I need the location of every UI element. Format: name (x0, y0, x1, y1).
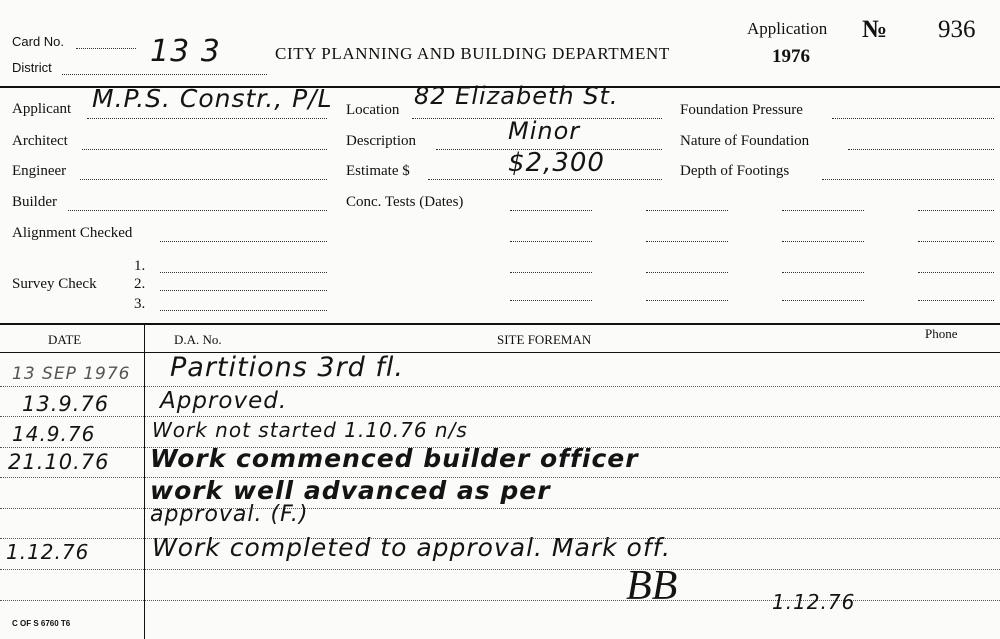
survey-item-3: 3. (134, 296, 146, 312)
district-line (62, 74, 267, 75)
log-top-rule (0, 323, 1000, 325)
engineer-line (80, 179, 327, 180)
builder-label: Builder (12, 194, 57, 210)
district-value: 13 3 (150, 34, 221, 69)
survey-line-3 (160, 310, 327, 311)
depth-footings-line (822, 179, 994, 180)
conc-test-blank (646, 210, 728, 211)
conc-test-blank (918, 300, 994, 301)
entry-date: 14.9.76 (12, 422, 96, 446)
date-header: DATE (48, 332, 82, 347)
survey-line-1 (160, 272, 327, 273)
nature-foundation-line (848, 149, 994, 150)
conc-test-blank (782, 210, 864, 211)
entry-text: Work commenced builder officer (150, 444, 639, 473)
department-title: CITY PLANNING AND BUILDING DEPARTMENT (275, 44, 670, 63)
description-label: Description (346, 133, 416, 149)
signature-initials: BB (626, 563, 678, 609)
engineer-label: Engineer (12, 163, 67, 179)
conc-test-blank (918, 210, 994, 211)
location-label: Location (346, 102, 400, 118)
architect-label: Architect (12, 133, 68, 149)
conc-test-blank (646, 300, 728, 301)
application-number: 936 (938, 16, 976, 43)
conc-test-blank (782, 272, 864, 273)
description-value: Minor (508, 117, 581, 145)
conc-test-blank (510, 300, 592, 301)
nature-foundation-label: Nature of Foundation (680, 133, 810, 149)
entry-text: work well advanced as per (150, 476, 551, 505)
application-label: Application (747, 19, 828, 38)
conc-test-blank (510, 272, 592, 273)
survey-item-2: 2. (134, 276, 146, 292)
district-label: District (12, 60, 52, 75)
architect-line (82, 149, 327, 150)
entry-date: 13.9.76 (22, 392, 110, 416)
number-symbol: № (862, 16, 888, 43)
log-header-rule (0, 352, 1000, 353)
entry-date: 21.10.76 (8, 450, 110, 474)
applicant-value: M.P.S. Constr., P/L (92, 84, 333, 113)
log-rule (0, 569, 1000, 570)
estimate-line (428, 179, 662, 180)
site-foreman-header: SITE FOREMAN (497, 332, 592, 347)
conc-test-blank (510, 210, 592, 211)
entry-text: Partitions 3rd fl. (170, 352, 404, 383)
card-no-label: Card No. (12, 34, 65, 49)
conc-test-blank (918, 241, 994, 242)
conc-test-blank (646, 272, 728, 273)
depth-footings-label: Depth of Footings (680, 163, 790, 179)
conc-test-blank (782, 241, 864, 242)
conc-tests-label: Conc. Tests (Dates) (346, 194, 464, 210)
survey-item-1: 1. (134, 258, 146, 274)
entry-text: approval. (F.) (150, 502, 309, 527)
conc-test-blank (510, 241, 592, 242)
location-value: 82 Elizabeth St. (414, 82, 619, 110)
card-no-line (76, 48, 136, 49)
foundation-pressure-label: Foundation Pressure (680, 102, 803, 118)
survey-check-label: Survey Check (12, 276, 97, 292)
entry-text: Approved. (160, 388, 288, 414)
entry-date: 1.12.76 (6, 540, 90, 564)
entry-text: Work completed to approval. Mark off. (152, 533, 671, 562)
alignment-label: Alignment Checked (12, 225, 133, 241)
da-no-header: D.A. No. (174, 332, 222, 347)
form-code: C OF S 6760 T6 (12, 619, 71, 628)
survey-line-2 (160, 290, 327, 291)
builder-line (68, 210, 327, 211)
log-rule (0, 416, 1000, 417)
estimate-label: Estimate $ (346, 163, 410, 179)
conc-test-blank (782, 300, 864, 301)
entry-text: Work not started 1.10.76 n/s (152, 418, 468, 442)
entry-date: 13 SEP 1976 (12, 364, 131, 384)
alignment-line (160, 241, 327, 242)
log-rule (0, 386, 1000, 387)
estimate-value: $2,300 (508, 148, 605, 178)
foundation-pressure-line (832, 118, 994, 119)
conc-test-blank (918, 272, 994, 273)
conc-test-blank (646, 241, 728, 242)
date-column-divider (144, 323, 145, 639)
applicant-label: Applicant (12, 101, 72, 117)
signature-date: 1.12.76 (772, 590, 856, 614)
phone-header: Phone (925, 326, 958, 341)
year-label: 1976 (772, 46, 810, 67)
applicant-line (87, 118, 327, 119)
